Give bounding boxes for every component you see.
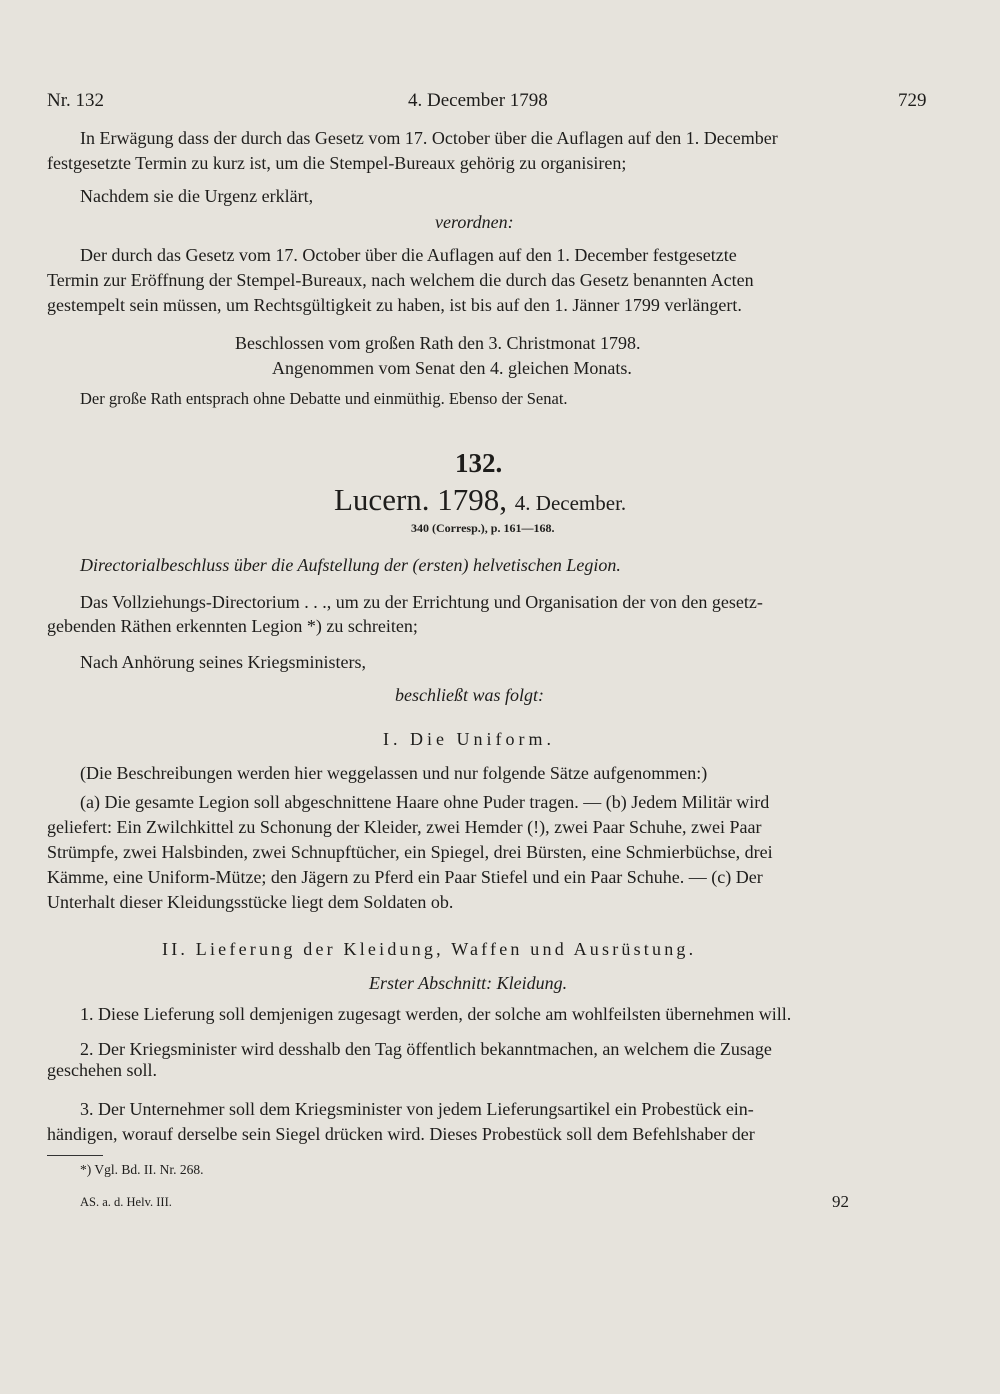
subheading-clothing: Erster Abschnitt: Kleidung. <box>369 973 568 993</box>
section-title <box>334 482 626 518</box>
section-hearing: Nach Anhörung seines Kriegsministers, <box>80 652 366 672</box>
section-subtitle: Directorialbeschluss über die Aufstellung der (ersten) helvetischen Legion. <box>80 555 621 575</box>
section-source: 340 (Corresp.), p. 161—168. <box>411 521 555 535</box>
footnote-divider <box>47 1155 103 1156</box>
uniform-text-line: (a) Die gesamte Legion soll abgeschnittene Haare ohne Puder tragen. — (b) Jedem Militär wird <box>80 792 770 812</box>
clothing-item-3-line: händigen, worauf derselbe sein Siegel drücken wird. Dieses Probestück soll dem Befehlshaber der <box>47 1124 755 1144</box>
footnote: *) Vgl. Bd. II. Nr. 268. <box>80 1162 204 1177</box>
clothing-item-2-line: 2. Der Kriegsminister wird desshalb den Tag öffentlich bekanntmachen, an welchem die Zusage <box>80 1039 772 1059</box>
heading-uniform: I. Die Uniform. <box>383 729 555 749</box>
section-beschliesst: beschließt was folgt: <box>395 685 544 705</box>
uniform-text-line: Kämme, eine Uniform-Mütze; den Jägern zu Pferd ein Paar Stiefel und ein Paar Schuhe. — (c) Der <box>47 867 763 887</box>
heading-delivery: II. Lieferung der Kleidung, Waffen und Ausrüstung. <box>162 939 697 959</box>
section-preamble-line: Das Vollziehungs-Directorium . . ., um zu der Errichtung und Organisation der von den gesetz- <box>80 592 763 612</box>
footer-sheet-number: 92 <box>832 1192 849 1211</box>
decree-body-line: Der durch das Gesetz vom 17. October über die Auflagen auf den 1. December festgesetzte <box>80 245 737 265</box>
clothing-item-2-line: geschehen soll. <box>47 1060 157 1080</box>
decree-body-line: Termin zur Eröffnung der Stempel-Bureaux, nach welchem die durch das Gesetz benannten Acten <box>47 270 754 290</box>
decree-body-line: gestempelt sein müssen, um Rechtsgültigkeit zu haben, ist bis auf den 1. Jänner 1799 verlängert. <box>47 295 742 315</box>
header-date: 4. December 1798 <box>408 90 548 111</box>
clothing-item-1: 1. Diese Lieferung soll demjenigen zugesagt werden, der solche am wohlfeilsten übernehmen will. <box>80 1004 792 1024</box>
uniform-text-line: geliefert: Ein Zwilchkittel zu Schonung der Kleider, zwei Hemder (!), zwei Paar Schuhe, zwei Paar <box>47 817 762 837</box>
uniform-text-line: Strümpfe, zwei Halsbinden, zwei Schnupftücher, ein Spiegel, drei Bürsten, eine Schmierbüchse, drei <box>47 842 773 862</box>
decree-urgency: Nachdem sie die Urgenz erklärt, <box>80 186 314 206</box>
decree-beschlossen: Beschlossen vom großen Rath den 3. Christmonat 1798. <box>235 333 641 353</box>
section-number: 132. <box>455 448 503 478</box>
decree-preamble-line: festgesetzte Termin zu kurz ist, um die Stempel-Bureaux gehörig zu organisiren; <box>47 153 627 173</box>
header-page-number: 729 <box>898 90 927 111</box>
uniform-text-line: Unterhalt dieser Kleidungsstücke liegt dem Soldaten ob. <box>47 892 454 912</box>
clothing-item-3-line: 3. Der Unternehmer soll dem Kriegsminister von jedem Lieferungsartikel ein Probestück ein- <box>80 1099 754 1119</box>
footer-source: AS. a. d. Helv. III. <box>80 1195 172 1209</box>
decree-angenommen: Angenommen vom Senat den 4. gleichen Monats. <box>272 358 632 378</box>
omission-note: (Die Beschreibungen werden hier weggelassen und nur folgende Sätze aufgenommen:) <box>80 763 708 783</box>
decree-verordnen: verordnen: <box>435 212 514 232</box>
section-place-year: Lucern. 1798, <box>334 482 508 517</box>
section-preamble-line: gebenden Räthen erkennten Legion *) zu schreiten; <box>47 616 418 636</box>
header-document-number: Nr. 132 <box>47 90 104 111</box>
decree-preamble-line: In Erwägung dass der durch das Gesetz vom 17. October über die Auflagen auf den 1. December <box>80 128 778 148</box>
section-date: 4. December. <box>514 491 627 515</box>
decree-note: Der große Rath entsprach ohne Debatte und einmüthig. Ebenso der Senat. <box>80 389 568 408</box>
